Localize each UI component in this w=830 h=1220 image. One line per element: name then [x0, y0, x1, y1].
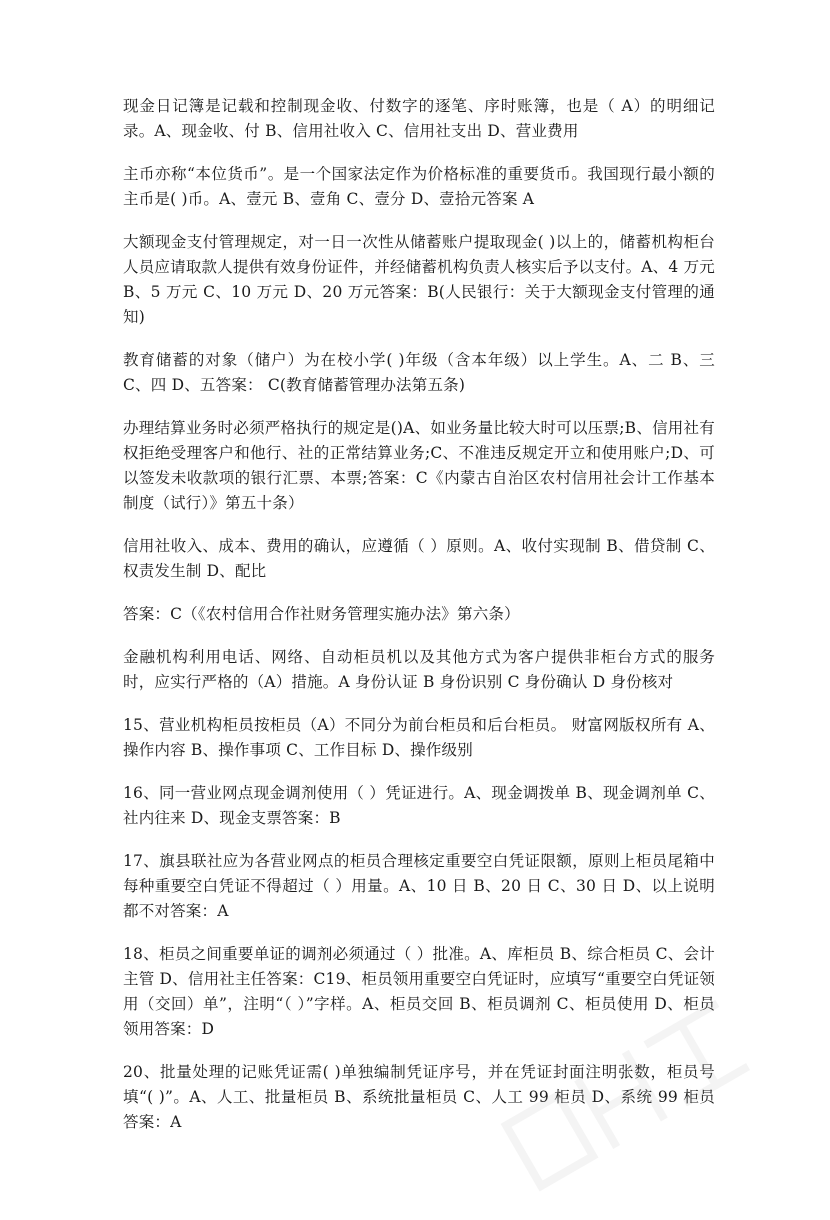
document-body — [123, 94, 715, 1153]
question-15: 15、营业机构柜员按柜员（A）不同分为前台柜员和后台柜员。 财富网版权所有 A、操作内容 B、操作事项 C、工作目标 D、操作级别 — [123, 716, 715, 759]
paragraph-main-currency: 主币亦称“本位货币”。是一个国家法定作为价格标准的重要货币。我国现行最小额的主币是( )币。A、壹元 B、壹角 C、壹分 D、壹拾元答案 A — [123, 165, 715, 208]
paragraph-large-cash-payment: 大额现金支付管理规定，对一日一次性从储蓄账户提取现金( )以上的，储蓄机构柜台人员应请取款人提供有效身份证件，并经储蓄机构负责人核实后予以支付。A、4 万元 B、5 万元 C、10 万元 D、20 万元答案：B(人民银行：关于大额现金支付管理的通知) — [123, 233, 715, 326]
paragraph-non-counter-service: 金融机构利用电话、网络、自动柜员机以及其他方式为客户提供非柜台方式的服务时，应实行严格的（A）措施。A 身份认证 B 身份识别 C 身份确认 D 身份核对 — [123, 648, 715, 691]
paragraph-education-savings: 教育储蓄的对象（储户）为在校小学( )年级（含本年级）以上学生。A、二 B、三 C、四 D、五答案： C(教育储蓄管理办法第五条) — [123, 351, 715, 394]
paragraph-cash-journal: 现金日记簿是记载和控制现金收、付数字的逐笔、序时账簿，也是（ A）的明细记录。A、现金收、付 B、信用社收入 C、信用社支出 D、营业费用 — [123, 97, 715, 140]
question-20: 20、批量处理的记账凭证需( )单独编制凭证序号，并在凭证封面注明张数，柜员号填“( )”。A、人工、批量柜员 B、系统批量柜员 C、人工 99 柜员 D、系统 99 柜员答案：A — [123, 1063, 715, 1131]
question-16: 16、同一营业网点现金调剂使用（ ）凭证进行。A、现金调拨单 B、现金调剂单 C、社内往来 D、现金支票答案：B — [123, 784, 715, 827]
paragraph-settlement-rules: 办理结算业务时必须严格执行的规定是()A、如业务量比较大时可以压票;B、信用社有权拒绝受理客户和他行、社的正常结算业务;C、不准违反规定开立和使用账户;D、可以签发未收款项的银行汇票、本票;答案：C《内蒙古自治区农村信用社会计工作基本制度（试行）》第五十条） — [123, 419, 715, 512]
paragraph-answer-note: 答案：C（《农村信用合作社财务管理实施办法》第六条） — [123, 605, 520, 623]
question-17: 17、旗县联社应为各营业网点的柜员合理核定重要空白凭证限额，原则上柜员尾箱中每种重要空白凭证不得超过（ ）用量。A、10 日 B、20 日 C、30 日 D、以上说明都不对答案：A — [123, 852, 715, 920]
paragraph-income-recognition: 信用社收入、成本、费用的确认，应遵循（ ）原则。A、收付实现制 B、借贷制 C、权责发生制 D、配比 — [123, 537, 715, 580]
question-18-19: 18、柜员之间重要单证的调剂必须通过（ ）批准。A、库柜员 B、综合柜员 C、会计主管 D、信用社主任答案：C19、柜员领用重要空白凭证时，应填写“重要空白凭证领用（交回）单”，注明“（ ）”字样。A、柜员交回 B、柜员调剂 C、柜员使用 D、柜员领用答案：D — [123, 945, 715, 1038]
